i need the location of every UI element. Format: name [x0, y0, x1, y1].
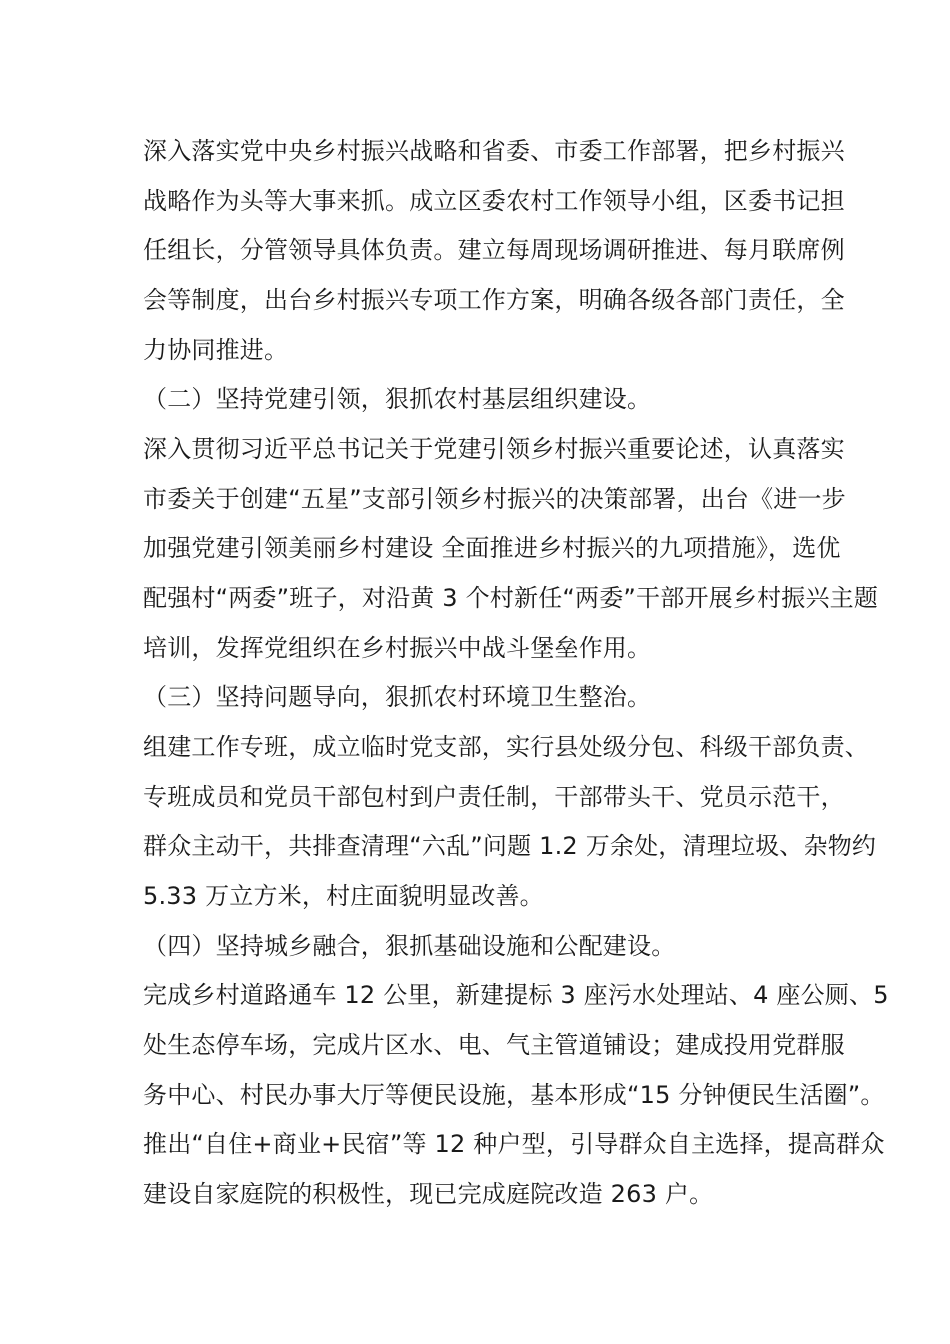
body-text-line: 组建工作专班，成立临时党支部，实行县处级分包、科级干部负责、 [143, 733, 869, 761]
body-text-line: 专班成员和党员干部包村到户责任制，干部带头干、党员示范干， [143, 783, 845, 811]
body-text-line: 力协同推进。 [143, 336, 289, 364]
body-text-line: 深入落实党中央乡村振兴战略和省委、市委工作部署，把乡村振兴 [143, 137, 845, 165]
body-text-line: 培训，发挥党组织在乡村振兴中战斗堡垒作用。 [143, 634, 652, 662]
body-text-line: 任组长，分管领导具体负责。建立每周现场调研推进、每月联席例 [143, 236, 845, 264]
body-text-line: 5.33 万立方米，村庄面貌明显改善。 [143, 882, 544, 910]
body-text-line: 群众主动干，共排查清理“六乱”问题 1.2 万余处，清理垃圾、杂物约 [143, 832, 877, 860]
body-text-line: 配强村“两委”班子，对沿黄 3 个村新任“两委”干部开展乡村振兴主题 [143, 584, 879, 612]
body-text-line: 战略作为头等大事来抓。成立区委农村工作领导小组，区委书记担 [143, 187, 845, 215]
body-text-line: 推出“自住+商业+民宿”等 12 种户型，引导群众自主选择，提高群众 [143, 1130, 885, 1158]
body-text-line: 处生态停车场，完成片区水、电、气主管道铺设；建成投用党群服 [143, 1031, 845, 1059]
body-text-line: 会等制度，出台乡村振兴专项工作方案，明确各级各部门责任，全 [143, 286, 845, 314]
body-text-line: 建设自家庭院的积极性，现已完成庭院改造 263 户。 [143, 1180, 714, 1208]
body-text-line: 市委关于创建“五星”支部引领乡村振兴的决策部署，出台《进一步 [143, 485, 846, 513]
section-heading: （三）坚持问题导向，狠抓农村环境卫生整治。 [143, 683, 652, 711]
section-heading: （二）坚持党建引领，狠抓农村基层组织建设。 [143, 385, 652, 413]
body-text-line: 务中心、村民办事大厅等便民设施，基本形成“15 分钟便民生活圈”。 [143, 1081, 885, 1109]
body-text-line: 加强党建引领美丽乡村建设 全面推进乡村振兴的九项措施》，选优 [143, 534, 841, 562]
body-text-line: 深入贯彻习近平总书记关于党建引领乡村振兴重要论述，认真落实 [143, 435, 845, 463]
body-text-line: 完成乡村道路通车 12 公里，新建提标 3 座污水处理站、4 座公厕、5 [143, 981, 889, 1009]
section-heading: （四）坚持城乡融合，狠抓基础设施和公配建设。 [143, 932, 676, 960]
